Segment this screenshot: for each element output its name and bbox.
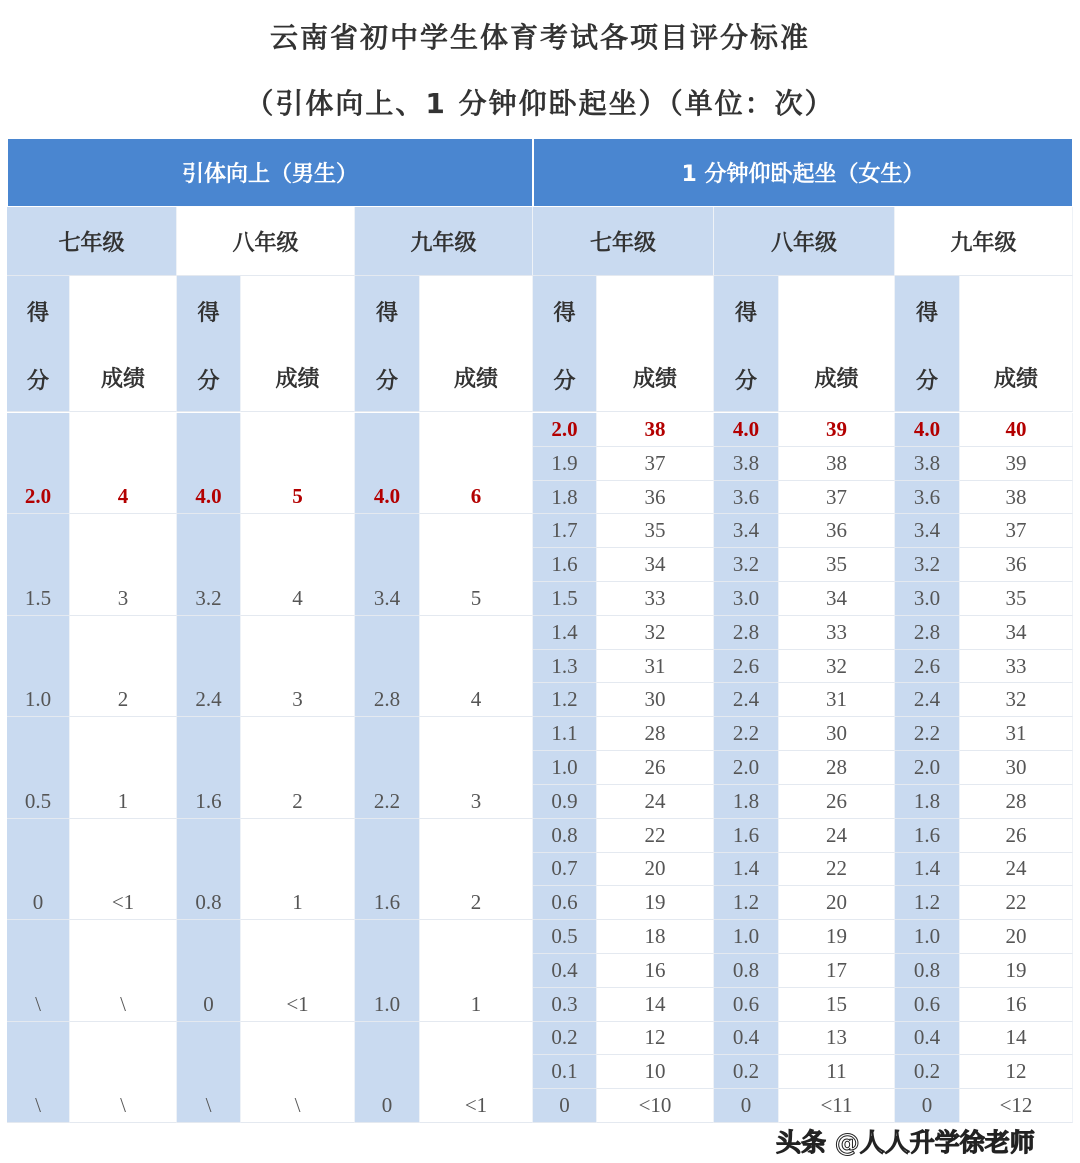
score-cell: 0 [177,920,241,1021]
score-cell: 0.8 [177,819,241,920]
result-cell: 37 [597,447,714,481]
score-cell: 3.6 [714,481,779,515]
score-header-bottom: 分 [197,369,220,394]
score-cell: 3.6 [895,481,960,515]
score-cell: 0.2 [895,1055,960,1089]
score-cell: 2.4 [714,683,779,717]
result-cell: 16 [960,988,1073,1022]
score-cell: 0.5 [7,717,70,818]
score-cell: 1.1 [533,717,597,751]
grade-header: 七年级 [7,207,177,276]
result-cell: 37 [960,514,1073,548]
score-cell: 0.4 [895,1022,960,1056]
score-cell: 2.8 [355,616,420,717]
result-cell: 5 [420,514,533,615]
score-cell: 3.4 [714,514,779,548]
score-cell: 2.6 [895,650,960,684]
score-column-header [7,276,70,412]
score-cell: 2.8 [714,616,779,650]
result-cell: 31 [779,683,895,717]
score-cell: 1.5 [7,514,70,615]
result-cell: 39 [779,413,895,447]
score-cell: 1.6 [355,819,420,920]
score-cell: 1.8 [895,785,960,819]
score-cell: 2.4 [177,616,241,717]
result-cell: 22 [597,819,714,853]
score-cell: 0.6 [533,886,597,920]
score-cell: 0.1 [533,1055,597,1089]
result-cell: 18 [597,920,714,954]
result-cell: 24 [597,785,714,819]
score-cell: 0 [714,1089,779,1123]
result-cell: 2 [70,616,177,717]
score-cell: 2.2 [895,717,960,751]
score-header-top: 得 [553,301,576,326]
result-cell: 30 [960,751,1073,785]
result-cell: 26 [779,785,895,819]
score-cell: 1.4 [533,616,597,650]
result-cell: 6 [420,413,533,514]
result-cell: 30 [597,683,714,717]
score-cell: 1.6 [177,717,241,818]
score-column-header [355,276,420,412]
grade-header: 九年级 [355,207,533,276]
score-cell: 0 [533,1089,597,1123]
result-cell: <1 [70,819,177,920]
score-cell: 1.3 [533,650,597,684]
result-cell: 19 [779,920,895,954]
score-cell: \ [7,920,70,1021]
score-cell: 0.4 [533,954,597,988]
result-cell: 3 [241,616,355,717]
result-cell: 22 [960,886,1073,920]
score-column-header [177,276,241,412]
result-cell: 33 [597,582,714,616]
grade-header: 八年级 [714,207,895,276]
result-cell: 20 [779,886,895,920]
result-cell: 4 [420,616,533,717]
score-header-top: 得 [734,301,757,326]
score-header-bottom: 分 [734,369,757,394]
result-cell: 14 [597,988,714,1022]
result-cell: \ [70,920,177,1021]
result-cell: 4 [70,413,177,514]
score-cell: 0.8 [533,819,597,853]
result-cell: 28 [597,717,714,751]
score-cell: 0.2 [714,1055,779,1089]
score-cell: 4.0 [895,413,960,447]
result-cell: 12 [597,1022,714,1056]
score-header-bottom: 分 [375,369,398,394]
score-cell: 0.7 [533,853,597,887]
score-cell: 2.2 [355,717,420,818]
result-cell: 35 [597,514,714,548]
score-cell: 2.0 [714,751,779,785]
score-cell: 1.2 [533,683,597,717]
score-cell: 1.6 [895,819,960,853]
score-cell: 0 [895,1089,960,1123]
score-cell: 2.6 [714,650,779,684]
score-cell: 3.8 [895,447,960,481]
result-cell: 32 [779,650,895,684]
result-cell: 36 [960,548,1073,582]
result-cell: 1 [241,819,355,920]
score-cell: 3.0 [895,582,960,616]
score-cell: 3.4 [895,514,960,548]
result-cell: 31 [597,650,714,684]
grade-header: 七年级 [533,207,714,276]
result-cell: 40 [960,413,1073,447]
result-cell: 26 [597,751,714,785]
score-cell: 2.4 [895,683,960,717]
result-cell: 32 [960,683,1073,717]
score-cell: 2.0 [7,413,70,514]
result-cell: \ [241,1022,355,1123]
result-cell: 33 [779,616,895,650]
result-cell: 34 [597,548,714,582]
watermark-text: 头条 @人人升学徐老师 [776,1128,1035,1157]
result-column-header: 成绩 [420,276,533,412]
page-subtitle: （引体向上、1 分钟仰卧起坐）（单位：次） [245,87,835,120]
result-cell: <10 [597,1089,714,1123]
score-cell: 3.2 [895,548,960,582]
result-cell: 1 [420,920,533,1021]
result-cell: 11 [779,1055,895,1089]
right-section-header: 1 分钟仰卧起坐（女生） [533,138,1073,207]
result-cell: 5 [241,413,355,514]
result-cell: 35 [960,582,1073,616]
score-cell: 2.2 [714,717,779,751]
score-cell: 1.8 [714,785,779,819]
score-cell: 3.2 [714,548,779,582]
score-column-header [714,276,779,412]
result-cell: 35 [779,548,895,582]
score-cell: 1.6 [714,819,779,853]
score-cell: 1.0 [355,920,420,1021]
result-cell: <1 [241,920,355,1021]
score-column-header [533,276,597,412]
score-cell: 1.4 [714,853,779,887]
result-cell: 16 [597,954,714,988]
result-cell: 4 [241,514,355,615]
score-cell: 4.0 [355,413,420,514]
score-cell: 0 [355,1022,420,1123]
score-cell: 0.6 [895,988,960,1022]
score-cell: 2.8 [895,616,960,650]
grade-header: 九年级 [895,207,1073,276]
result-cell: 32 [597,616,714,650]
score-cell: 2.0 [895,751,960,785]
score-cell: 1.7 [533,514,597,548]
score-cell: 0.3 [533,988,597,1022]
result-cell: 38 [960,481,1073,515]
score-cell: 3.2 [177,514,241,615]
result-cell: \ [70,1022,177,1123]
result-cell: 24 [779,819,895,853]
score-column-header [895,276,960,412]
score-cell: 1.6 [533,548,597,582]
score-header-top: 得 [26,301,49,326]
score-cell: 3.4 [355,514,420,615]
page-title: 云南省初中学生体育考试各项目评分标准 [269,21,810,54]
score-cell: 0.5 [533,920,597,954]
result-cell: 24 [960,853,1073,887]
result-cell: 2 [241,717,355,818]
score-cell: 0.8 [714,954,779,988]
result-cell: 19 [597,886,714,920]
result-cell: <12 [960,1089,1073,1123]
score-cell: \ [177,1022,241,1123]
result-cell: 33 [960,650,1073,684]
result-cell: 34 [960,616,1073,650]
result-column-header: 成绩 [960,276,1073,412]
result-cell: 17 [779,954,895,988]
score-cell: 0.4 [714,1022,779,1056]
score-cell: 2.0 [533,413,597,447]
result-cell: 26 [960,819,1073,853]
score-cell: 1.0 [895,920,960,954]
score-header-bottom: 分 [553,369,576,394]
score-header-top: 得 [915,301,938,326]
score-cell: 1.8 [533,481,597,515]
result-cell: 28 [779,751,895,785]
score-cell: 1.9 [533,447,597,481]
result-cell: 20 [960,920,1073,954]
result-column-header: 成绩 [70,276,177,412]
result-column-header: 成绩 [241,276,355,412]
score-cell: 1.0 [533,751,597,785]
result-cell: 1 [70,717,177,818]
result-cell: 3 [420,717,533,818]
result-cell: 37 [779,481,895,515]
score-cell: 0.9 [533,785,597,819]
score-cell: 0.8 [895,954,960,988]
score-cell: 1.0 [714,920,779,954]
result-cell: 22 [779,853,895,887]
result-cell: 28 [960,785,1073,819]
score-cell: 1.5 [533,582,597,616]
result-cell: 13 [779,1022,895,1056]
result-cell: 19 [960,954,1073,988]
result-cell: <11 [779,1089,895,1123]
result-cell: 38 [779,447,895,481]
score-cell: 3.8 [714,447,779,481]
result-cell: 10 [597,1055,714,1089]
score-header-top: 得 [197,301,220,326]
left-section-header: 引体向上（男生） [7,138,533,207]
score-cell: 4.0 [714,413,779,447]
score-cell: 1.2 [714,886,779,920]
result-cell: <1 [420,1022,533,1123]
score-cell: 0.6 [714,988,779,1022]
result-cell: 36 [779,514,895,548]
result-cell: 2 [420,819,533,920]
result-column-header: 成绩 [779,276,895,412]
result-cell: 31 [960,717,1073,751]
score-cell: 4.0 [177,413,241,514]
result-cell: 12 [960,1055,1073,1089]
score-header-bottom: 分 [26,369,49,394]
score-cell: 0 [7,819,70,920]
score-cell: 1.0 [7,616,70,717]
score-header-top: 得 [375,301,398,326]
result-cell: 20 [597,853,714,887]
score-cell: 0.2 [533,1022,597,1056]
score-cell: 1.4 [895,853,960,887]
result-cell: 36 [597,481,714,515]
result-cell: 15 [779,988,895,1022]
grade-header: 八年级 [177,207,355,276]
result-cell: 39 [960,447,1073,481]
result-cell: 34 [779,582,895,616]
result-cell: 30 [779,717,895,751]
score-cell: 3.0 [714,582,779,616]
score-cell: \ [7,1022,70,1123]
result-column-header: 成绩 [597,276,714,412]
score-header-bottom: 分 [915,369,938,394]
score-cell: 1.2 [895,886,960,920]
result-cell: 14 [960,1022,1073,1056]
result-cell: 38 [597,413,714,447]
result-cell: 3 [70,514,177,615]
